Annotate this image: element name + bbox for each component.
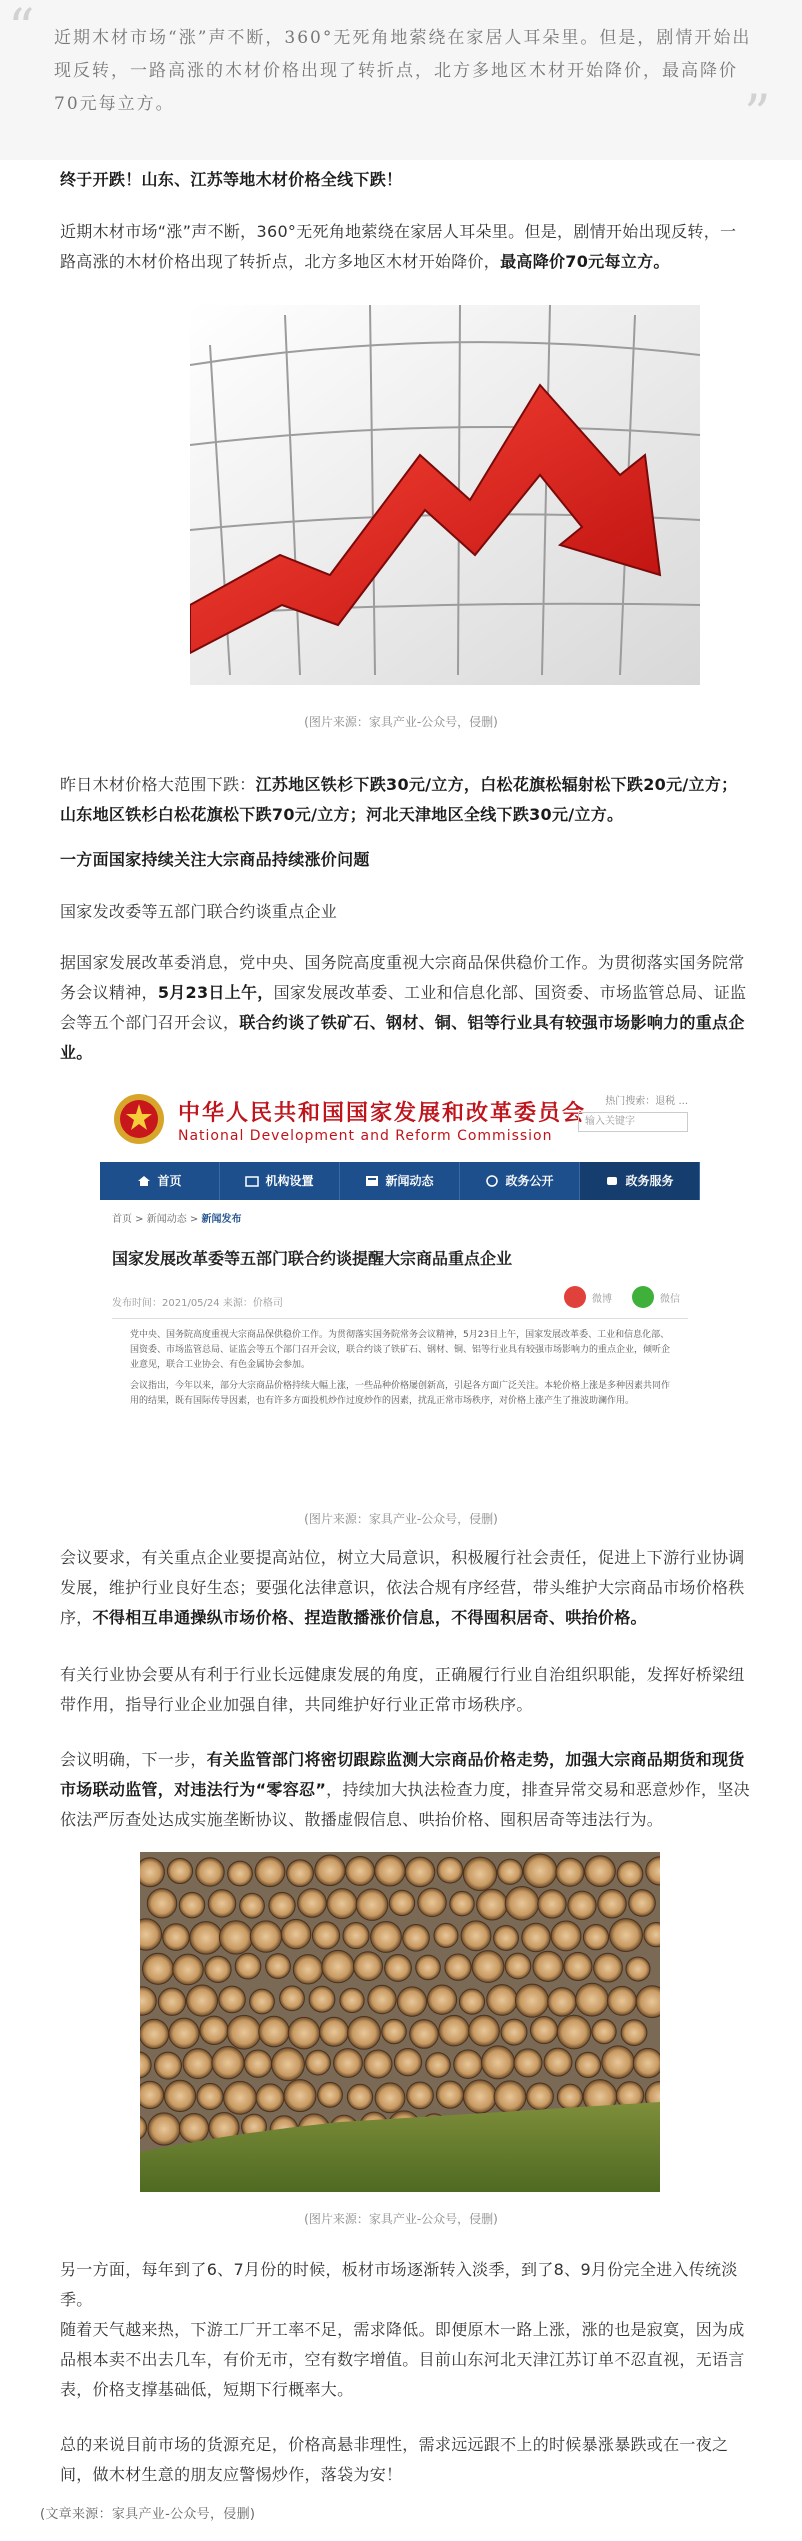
org-icon [245,1175,259,1187]
log-end [450,1891,474,1915]
subheading: 国家发改委等五部门联合约谈重点企业 [60,902,338,921]
ndrc-article-body [130,1328,670,1409]
log-end [523,1854,557,1888]
log-end [322,1950,354,1982]
ndrc-para-date: 5月23日上午， [157,983,274,1002]
log-end [371,1922,402,1953]
ndrc-breadcrumb [112,1210,241,1225]
log-end [306,2050,331,2075]
log-end [385,1955,412,1982]
log-end [250,1921,281,1952]
log-end [164,2080,195,2111]
log-end [505,1887,539,1921]
ndrc-nav-label: 机构设置 [265,1174,314,1188]
share-wechat-label: 微信 [660,1293,680,1305]
price-drop-chart-image [190,305,700,685]
log-end [244,2050,271,2077]
log-end [354,1952,383,1981]
ndrc-divider [112,1318,688,1319]
log-end [410,2020,439,2049]
log-end [319,2017,348,2046]
log-end [434,1923,458,1947]
image-caption-2: (图片来源：家具产业-公众号，侵删) [304,1512,498,1526]
log-end [501,2019,527,2045]
log-end [472,1951,504,1983]
intro-bold: 最高降价70元每立方。 [500,252,670,271]
log-end [481,2046,514,2079]
log-end [548,1988,577,2017]
log-end [407,2082,434,2109]
log-end [439,2015,470,2046]
log-end [445,1954,471,1980]
log-end [347,2084,372,2109]
log-end [147,1889,176,1918]
article-headline: 终于开跌！山东、江苏等地木材价格全线下跌！ [60,170,403,189]
log-end [416,1955,441,1980]
log-end [382,2019,407,2044]
log-end [368,1985,396,2013]
ndrc-para-end: 联合约谈了铁矿石、钢材、铜、铝等行业具有较强市场影响力的重点企业。 [60,1013,745,1062]
ndrc-nav-label: 政务公开 [505,1174,554,1188]
next-para-1: 会议明确，下一步， [60,1750,207,1769]
log-end [228,1861,253,1886]
log-end [436,2081,463,2108]
meeting-para-bold: 不得相互串通操纵市场价格、捏造散播涨价信息，不得囤积居奇、哄抬价格。 [92,1608,647,1627]
home-icon [137,1175,151,1187]
ndrc-article-meta: 发布时间：2021/05/24 来源：价格司 [112,1298,283,1309]
log-end [621,2020,647,2046]
share-weibo-label: 微博 [592,1293,612,1305]
declining-arrow-chart-illustration [190,305,700,685]
log-end [148,2113,180,2145]
log-end [280,1986,305,2011]
log-end [288,2017,320,2049]
log-end [454,2050,483,2079]
log-end [327,1889,357,1919]
season-paragraph: 另一方面，每年到了6、7月份的时候，板材市场逐渐转入淡季，到了8、9月份完全进入传统淡季。 [60,2260,738,2309]
ndrc-article-title: 国家发展改革委等五部门联合约谈提醒大宗商品重点企业 [112,1249,513,1268]
log-end [186,1985,217,2016]
log-end [196,1858,224,1886]
weather-demand-paragraph: 随着天气越来热，下游工厂开工率不足，需求降低。即便原木一路上涨，涨的也是寂寞，因为成品根本卖不出去几车，有价无市，空有数字增值。目前山东河北天津江苏订单不忍直视，无语言表，价格支撑基础低，短期下行概率大。 [60,2320,745,2399]
ndrc-search-box: 输入关键字 [578,1112,688,1132]
ndrc-nav-news [340,1162,460,1200]
next-para-2: ，持续加大执法检查力度，排查异常交易和恶意炒作，坚决依法严厉查处达成实施垄断协议、散播虚假信息、哄抬价格、囤积居奇等违法行为。 [60,1780,750,1829]
log-end [309,1986,335,2012]
log-end [527,2083,554,2110]
log-end [494,1926,519,1951]
ndrc-site-name-cn: 中华人民共和国国家发展和改革委员会 [178,1101,587,1126]
log-end [167,1858,192,1883]
association-paragraph: 有关行业协会要从有利于行业长远健康发展的角度，正确履行行业自治组织职能，发挥好桥梁纽带作用，指导行业企业加强自律，共同维护好行业正常市场秩序。 [60,1665,745,1714]
close-quote-icon [744,92,786,134]
ndrc-para-1: 据国家发展改革委消息，党中央、国务院高度重视大宗商品保供稳价工作。为贯彻落实国务院常务会议精神， [60,953,745,1002]
log-end [312,1922,339,1949]
log-end [315,1855,346,1886]
news-icon [365,1175,379,1187]
log-end [318,2082,343,2107]
log-end [602,2046,635,2079]
log-end [583,1925,608,1950]
log-end [629,1890,656,1917]
log-end [269,1892,295,1918]
log-end [608,1986,637,2015]
stacked-logs-illustration [140,1852,660,2192]
log-end [205,1956,231,1982]
meeting-requirements-paragraph [60,1543,750,1633]
quote-text: 近期木材市场“涨”声不断，360°无死角地萦绕在家居人耳朵里。但是，剧情开始出现反转，一路高涨的木材价格出现了转折点，北方多地区木材开始降价，最高降价70元每立方。 [54,28,752,114]
prices-bold: 江苏地区铁杉下跌30元/立方，白松花旗松辐射松下跌20元/立方；山东地区铁杉白松花旗松下跌70元/立方；河北天津地区全线下跌30元/立方。 [60,775,738,824]
ndrc-header [100,1082,700,1160]
log-end [538,1890,566,1918]
ndrc-nav-label: 首页 [157,1174,182,1188]
svg-text:“: “ [8,6,35,48]
price-drop-paragraph [60,770,750,830]
log-end [505,1953,531,1979]
ndrc-nav-org [220,1162,340,1200]
log-end [544,2048,572,2076]
image-caption-1: (图片来源：家具产业-公众号，侵删) [304,715,498,729]
intro-text: 近期木材市场“涨”声不断，360°无死角地萦绕在家居人耳朵里。但是，剧情开始出现反转，一路高涨的木材价格出现了转折点，北方多地区木材开始降价， [60,222,737,271]
log-end [140,2081,164,2108]
log-end [375,1855,406,1886]
log-end [564,1952,592,1980]
log-end [340,1988,364,2012]
log-end [142,1953,173,1984]
log-end [173,1954,204,1985]
public-affairs-icon [485,1175,499,1187]
log-end [281,1919,311,1949]
ndrc-breadcrumb-prefix: 首页 > 新闻动态 > [112,1214,202,1225]
weibo-icon [564,1286,586,1308]
log-end [394,2048,421,2075]
log-end [219,1921,252,1954]
service-icon [605,1175,619,1187]
log-end [514,2049,542,2077]
log-end [594,1953,623,1982]
log-end [212,2047,244,2079]
log-end [235,1953,261,1979]
log-end [568,1891,596,1919]
log-end [530,2017,557,2044]
log-end [575,2052,600,2077]
wechat-icon [632,1286,654,1308]
log-end [463,1857,496,1890]
log-end [250,1989,275,2014]
ndrc-body-p2: 会议指出，今年以来，部分大宗商品价格持续大幅上涨，一些品种价格屡创新高，引起各方面广泛关注。本轮价格上涨是多种因素共同作用的结果，既有国际传导因素，也有许多方面投机炒作过度炒作的因素，扰乱正常市场秩序，对价格上涨产生了推波助澜作用。 [130,1381,671,1406]
log-end [200,2016,228,2044]
log-end [633,2048,660,2077]
log-end [533,1951,563,1981]
log-end [334,2049,363,2078]
log-end [515,1984,548,2017]
ndrc-nav-bar [100,1162,700,1200]
log-end [224,2081,257,2114]
log-end [179,2113,208,2142]
log-end [272,2048,305,2081]
log-end [626,1957,650,1981]
ndrc-share-bar [564,1286,680,1308]
log-end [437,1857,463,1883]
log-end [343,1922,369,1948]
log-end [154,2052,181,2079]
log-end [140,2019,169,2048]
svg-text:”: ” [744,92,771,134]
next-steps-paragraph [60,1745,750,1835]
log-end [463,2080,496,2113]
summary-paragraph: 总的来说目前市场的货源充足，价格高悬非理性，需求远远跟不上的时候暴涨暴跌或在一夜之间，做木材生意的朋友应警惕炒作，落袋为安！ [60,2435,729,2484]
log-end [140,1858,164,1887]
log-end [477,1889,508,1920]
log-end [284,2080,316,2112]
log-end [227,2015,261,2049]
log-end [557,2084,582,2109]
log-end [208,1890,236,1918]
log-end [487,1985,518,2016]
log-end [403,1924,430,1951]
log-end [610,1919,643,1952]
log-end [405,1857,435,1887]
ndrc-site-name-en: National Development and Reform Commission [178,1128,553,1144]
log-end [461,1921,491,1951]
log-end [418,1888,447,1917]
log-end [356,1889,388,1921]
log-end [190,1922,223,1955]
image-caption-3: (图片来源：家具产业-公众号，侵删) [304,2212,498,2226]
section-heading: 一方面国家持续关注大宗商品持续涨价问题 [60,850,370,869]
ndrc-body-p1: 党中央、国务院高度重视大宗商品保供稳价工作。为贯彻落实国务院常务会议精神，5月23日上午，国家发展改革委、工业和信息化部、国资委、市场监管总局、证监会等五个部门召开会议，联合约谈了铁矿石、钢材、铜、铝等行业具有较强市场影响力的重点企业，倾听企业意见，联合工业协会、有色金属协会参加。 [130,1330,671,1370]
log-end [255,1857,285,1887]
log-end [169,2018,199,2048]
log-end [469,2015,500,2046]
log-end [522,1923,551,1952]
source-note: (文章来源：家具产业-公众号，侵删) [40,2507,256,2522]
log-end [598,1890,627,1919]
log-end [556,1858,584,1886]
log-end [494,2081,526,2113]
ndrc-breadcrumb-current: 新闻发布 [201,1214,242,1225]
quote-block [0,0,802,160]
ndrc-nav-label: 新闻动态 [385,1174,434,1188]
log-end [158,1988,185,2015]
log-end [259,2016,290,2047]
log-end [389,1890,414,1915]
next-para-bold: 有关监管部门将密切跟踪监测大宗商品价格走势，加强大宗商品期货和现货市场联动监管，对违法行为“零容忍” [60,1750,745,1799]
log-end [219,1986,246,2013]
log-end [287,1860,314,1887]
open-quote-icon [8,6,50,48]
log-end [426,2053,451,2078]
log-end [576,1983,609,2016]
intro-paragraph [60,217,750,277]
national-emblem-icon [112,1092,166,1146]
ndrc-nav-label: 政务服务 [625,1174,674,1188]
ndrc-website-screenshot [100,1082,700,1492]
log-end [348,2016,381,2049]
log-end [266,1954,291,1979]
log-end [293,1955,322,1984]
log-end [585,1856,616,1887]
log-end [240,1893,265,1918]
log-end [298,1889,327,1918]
log-end [163,1924,190,1951]
log-end [256,2084,284,2112]
log-end [183,2049,213,2079]
prices-lead: 昨日木材价格大范围下跌： [60,775,256,794]
ndrc-nav-service [580,1162,700,1200]
log-end [459,1989,484,2014]
log-end [179,1892,205,1918]
log-end [197,2083,223,2109]
log-end [375,2083,405,2113]
log-end [427,1985,456,2014]
log-end [397,1987,426,2016]
ndrc-top-links: 热门搜索：退税 ... [605,1096,688,1107]
ndrc-nav-home [100,1162,220,1200]
timber-logs-photo [140,1852,660,2192]
log-end [364,2050,392,2078]
log-end [551,1921,581,1951]
ndrc-para-2: 国家发展改革委、工业和信息化部、国资委、市场监管总局、证监会等五个部门召开会议， [60,983,747,1032]
log-end [617,1861,643,1887]
ndrc-paragraph [60,948,750,1068]
log-end [592,2019,616,2043]
log-end [557,2015,591,2049]
meeting-para-text: 会议要求，有关重点企业要提高站位，树立大局意识，积极履行社会责任，促进上下游行业协调发展，维护行业良好生态；要强化法律意识，依法合规有序经营，带头维护大宗商品市场价格秩序， [60,1548,745,1627]
log-end [497,1859,522,1884]
ndrc-nav-public [460,1162,580,1200]
log-end [346,1856,375,1885]
